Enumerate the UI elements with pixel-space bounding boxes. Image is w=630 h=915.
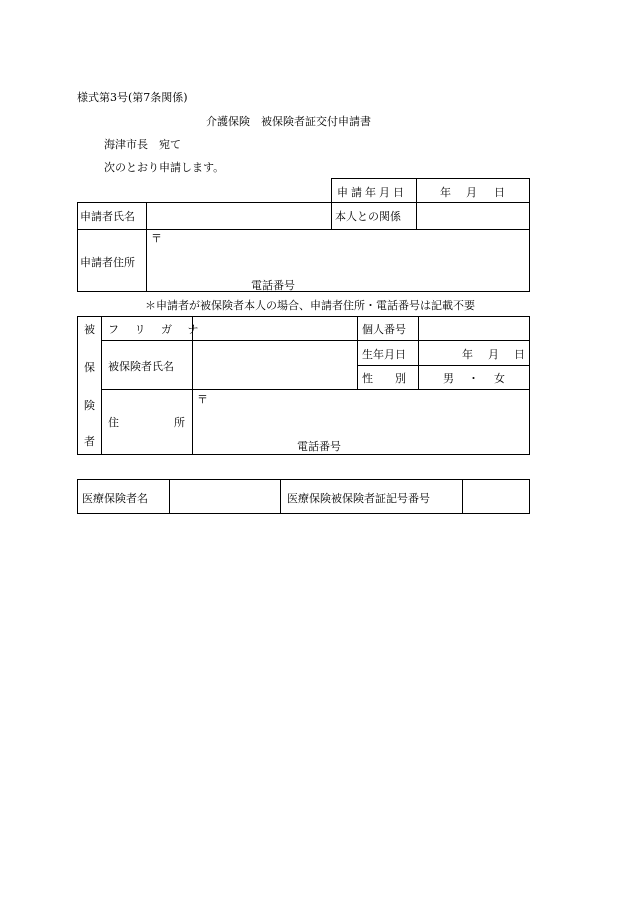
insured-side-label-1: 被 (84, 323, 95, 336)
birth-date-label: 生年月日 (362, 348, 406, 361)
personal-number-label: 個人番号 (362, 323, 406, 336)
postal-mark: 〒 (151, 232, 162, 245)
sex-label: 性 別 (362, 372, 406, 385)
medical-insurer-label: 医療保険者名 (82, 492, 148, 505)
insured-phone-label: 電話番号 (297, 440, 341, 453)
furigana-label: フ リ ガ ナ (108, 323, 205, 336)
applicant-address-label: 申請者住所 (80, 256, 135, 269)
application-date-label: 申請年月日 (337, 186, 407, 199)
medical-card-label: 医療保険被保険者証記号番号 (287, 492, 430, 505)
applicant-name-label: 申請者氏名 (80, 210, 135, 223)
insured-name-label: 被保険者氏名 (108, 360, 174, 373)
sex-separator: ・ (468, 372, 479, 385)
date-year-label: 年 (440, 186, 451, 199)
birth-year-label: 年 (462, 348, 473, 361)
addressee: 海津市長 宛て (104, 138, 181, 151)
birth-day-label: 日 (514, 348, 525, 361)
relation-label: 本人との関係 (335, 210, 401, 223)
form-style-number: 様式第3号(第7条関係) (77, 91, 188, 104)
form-title: 介護保険 被保険者証交付申請書 (206, 115, 371, 128)
insured-address-label-1: 住 (108, 416, 119, 429)
insured-side-label-4: 者 (84, 435, 95, 448)
birth-month-label: 月 (488, 348, 499, 361)
insured-side-label-2: 保 (84, 361, 95, 374)
applicant-box (77, 202, 530, 292)
note-text: ＊申請者が被保険者本人の場合、申請者住所・電話番号は記載不要 (145, 299, 475, 312)
date-day-label: 日 (494, 186, 505, 199)
insured-postal-mark: 〒 (197, 393, 208, 406)
date-month-label: 月 (466, 186, 477, 199)
sex-male-option: 男 (443, 372, 454, 385)
sex-female-option: 女 (494, 372, 505, 385)
applicant-phone-label: 電話番号 (251, 279, 295, 292)
intro-text: 次のとおり申請します。 (104, 161, 225, 174)
insured-address-label-2: 所 (174, 416, 185, 429)
insured-side-label-3: 険 (84, 399, 95, 412)
